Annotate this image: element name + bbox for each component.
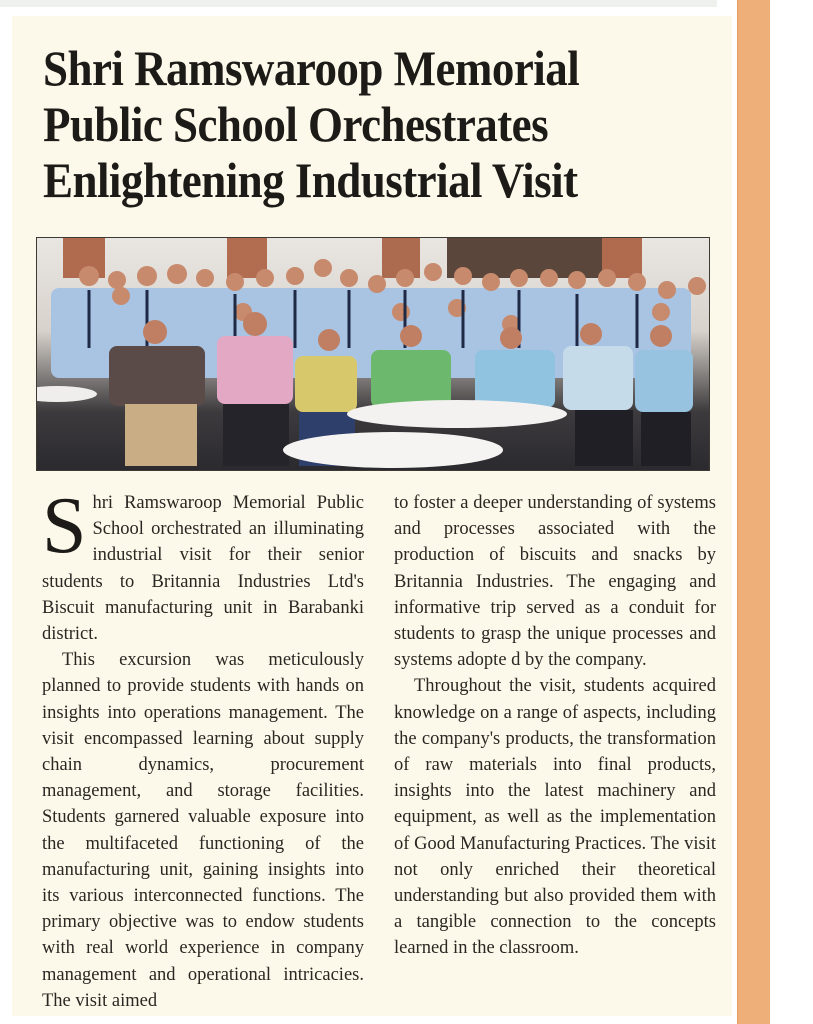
paragraph-3: Throughout the visit, students acquired knowledge on a range of aspects, including the company's products, the transformation of raw materials into final products, insights into the latest machinery and equipment, as well as the implementation of Good Manufacturing Practices. The visit not only enriched their theoretical understanding but also provided them with a tangible connection to the concepts learned in the classroom.	[394, 676, 716, 959]
headline-line-2: Public School Orchestrates	[43, 96, 549, 152]
drop-cap: S	[42, 482, 87, 570]
group-photo-figures	[37, 238, 709, 470]
article-column-left	[42, 482, 364, 1014]
paragraph-2-continued: to foster a deeper understanding of systems and processes associated with the production of biscuits and snacks by Britannia Industries. The engaging and informative trip served as a conduit for students to grasp the unique processes and systems adopte d by the company.	[394, 493, 716, 671]
paragraph-2: This excursion was meticulously planned to provide students with hands on insights into operations management. The visit encompassed learning about supply chain dynamics, procurement management, and storage facilities. Students garnered valuable exposure into the multifaceted functioning of the manufacturing unit, gaining insights into its various interconnected functions. The primary objective was to endow students with real world experience in company management and operational intricacies. The visit aimed	[42, 650, 364, 1011]
top-edge-strip	[0, 0, 717, 7]
article-column-right	[394, 490, 716, 962]
headline-line-3: Enlightening Industrial Visit	[43, 152, 578, 208]
paragraph-1	[42, 482, 364, 647]
headline	[43, 40, 655, 208]
page-side-strip	[737, 0, 770, 1024]
group-photo	[36, 237, 710, 471]
headline-line-1: Shri Ramswaroop Memorial	[43, 40, 580, 96]
paragraph-1-text: hri Ramswaroop Memorial Public School orchestrated an illuminating industrial visit for their senior students to Britannia Industries Ltd's Biscuit manufacturing unit in Barabanki district.	[42, 493, 364, 645]
